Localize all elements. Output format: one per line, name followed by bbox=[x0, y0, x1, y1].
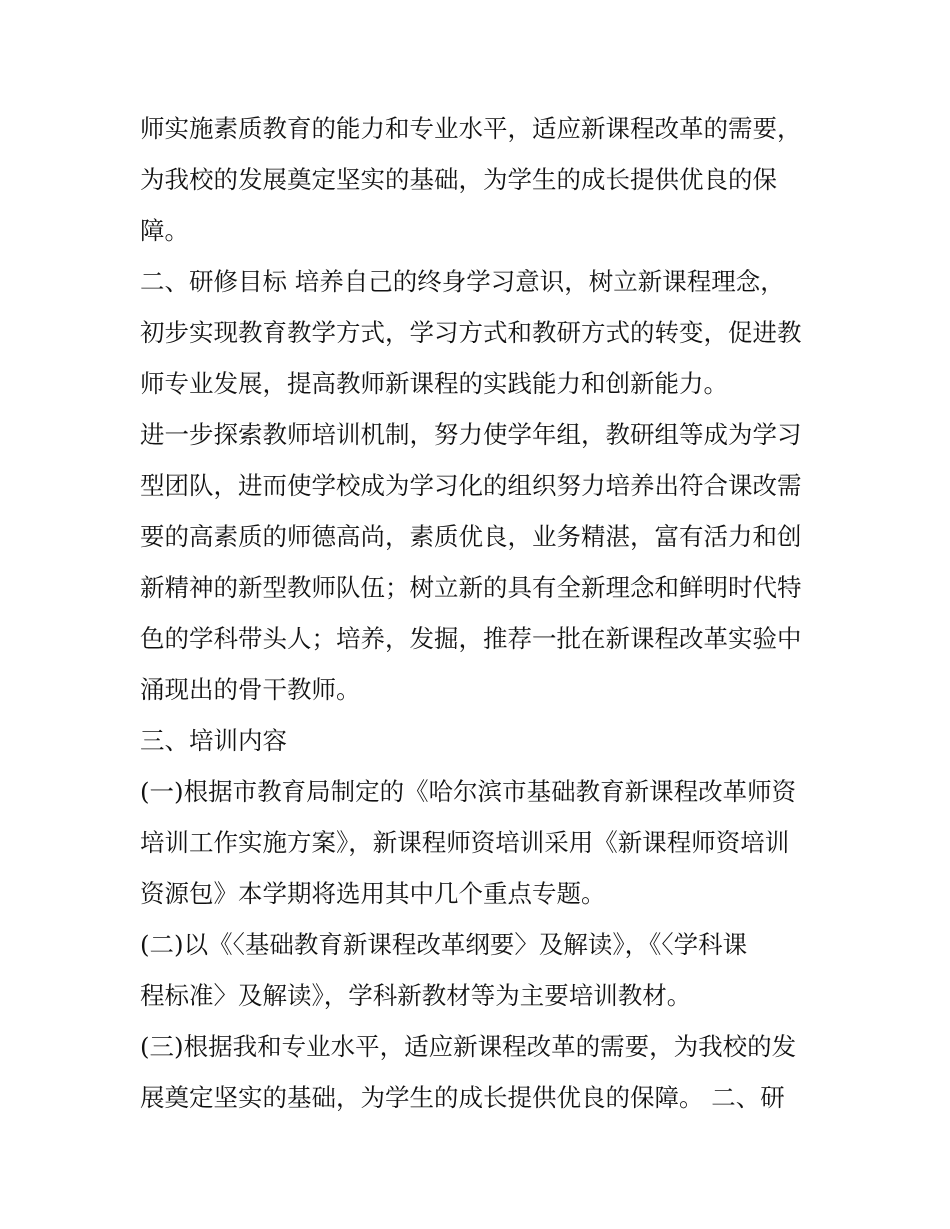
list-item-3: (三)根据我和专业水平，适应新课程改革的需要，为我校的发 bbox=[140, 1032, 797, 1061]
text-line: 新精神的新型教师队伍；树立新的具有全新理念和鲜明时代特 bbox=[140, 573, 802, 602]
section-heading-goals: 二、研修目标 培养自己的终身学习意识，树立新课程理念， bbox=[140, 267, 785, 296]
section-heading-content: 三、培训内容 bbox=[140, 726, 287, 755]
text-line: 初步实现教育教学方式，学习方式和教研方式的转变，促进教 bbox=[140, 318, 802, 347]
text-line: 资源包》本学期将选用其中几个重点专题。 bbox=[140, 879, 606, 908]
text-line: 师实施素质教育的能力和专业水平，适应新课程改革的需要， bbox=[140, 114, 802, 143]
text-line: 展奠定坚实的基础，为学生的成长提供优良的保障。 二、研 bbox=[140, 1083, 785, 1112]
text-line: 型团队，进而使学校成为学习化的组织努力培养出符合课改需 bbox=[140, 471, 802, 500]
text-line: 进一步探索教师培训机制，努力使学年组，教研组等成为学习 bbox=[140, 420, 802, 449]
list-item-1: (一)根据市教育局制定的《哈尔滨市基础教育新课程改革师资 bbox=[140, 777, 797, 806]
document-body bbox=[140, 103, 840, 1123]
text-line: 为我校的发展奠定坚实的基础，为学生的成长提供优良的保 bbox=[140, 165, 777, 194]
text-line: 障。 bbox=[140, 216, 189, 245]
text-line: 要的高素质的师德高尚，素质优良，业务精湛，富有活力和创 bbox=[140, 522, 802, 551]
text-line: 涌现出的骨干教师。 bbox=[140, 675, 361, 704]
list-item-2: (二)以《〈基础教育新课程改革纲要〉及解读》，《〈学科课 bbox=[140, 930, 748, 959]
text-line: 程标准〉及解读》，学科新教材等为主要培训教材。 bbox=[140, 981, 692, 1010]
text-line: 色的学科带头人；培养，发掘，推荐一批在新课程改革实验中 bbox=[140, 624, 802, 653]
text-line: 师专业发展，提高教师新课程的实践能力和创新能力。 bbox=[140, 369, 728, 398]
text-line: 培训工作实施方案》，新课程师资培训采用《新课程师资培训 bbox=[140, 828, 790, 857]
